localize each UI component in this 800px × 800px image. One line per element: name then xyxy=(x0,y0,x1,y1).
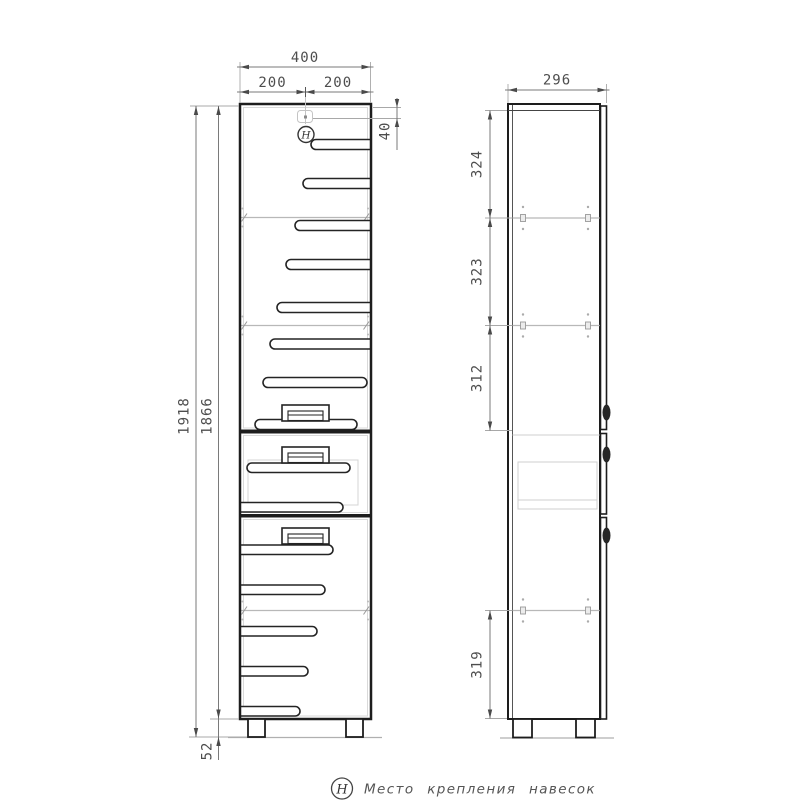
dim-hanger-offset: 40 xyxy=(377,121,394,141)
legend xyxy=(332,778,597,799)
dim-section-top: 324 xyxy=(469,149,486,179)
front-view xyxy=(177,50,402,760)
side-carcass-outline xyxy=(508,104,600,719)
dim-depth: 296 xyxy=(542,72,572,89)
dim-leg-height: 52 xyxy=(199,741,216,761)
dim-total-width: 400 xyxy=(290,50,320,66)
hanger-symbol-letter: Н xyxy=(301,129,311,142)
legend-symbol-letter: Н xyxy=(336,782,348,798)
legend-label: Место крепления навесок xyxy=(364,781,596,798)
front-divider-2 xyxy=(240,514,371,518)
hanger-symbol-icon xyxy=(298,127,314,143)
dim-section-second: 323 xyxy=(469,257,486,286)
dim-section-bottom: 319 xyxy=(469,650,486,679)
front-divider-1 xyxy=(240,430,371,434)
dim-half-width-left: 200 xyxy=(258,75,287,91)
dim-carcass-height: 1866 xyxy=(199,397,216,435)
side-feet xyxy=(513,719,595,738)
dim-overall-height: 1918 xyxy=(176,397,193,435)
dim-half-width-right: 200 xyxy=(323,75,353,91)
side-view xyxy=(470,73,615,739)
dim-section-third: 312 xyxy=(469,363,486,393)
side-top-door-strip xyxy=(601,106,607,430)
side-drawer-front-strip xyxy=(601,434,607,515)
front-feet xyxy=(248,719,363,737)
legend-hanger-symbol-icon xyxy=(332,778,353,799)
side-bottom-door-strip xyxy=(601,518,607,720)
